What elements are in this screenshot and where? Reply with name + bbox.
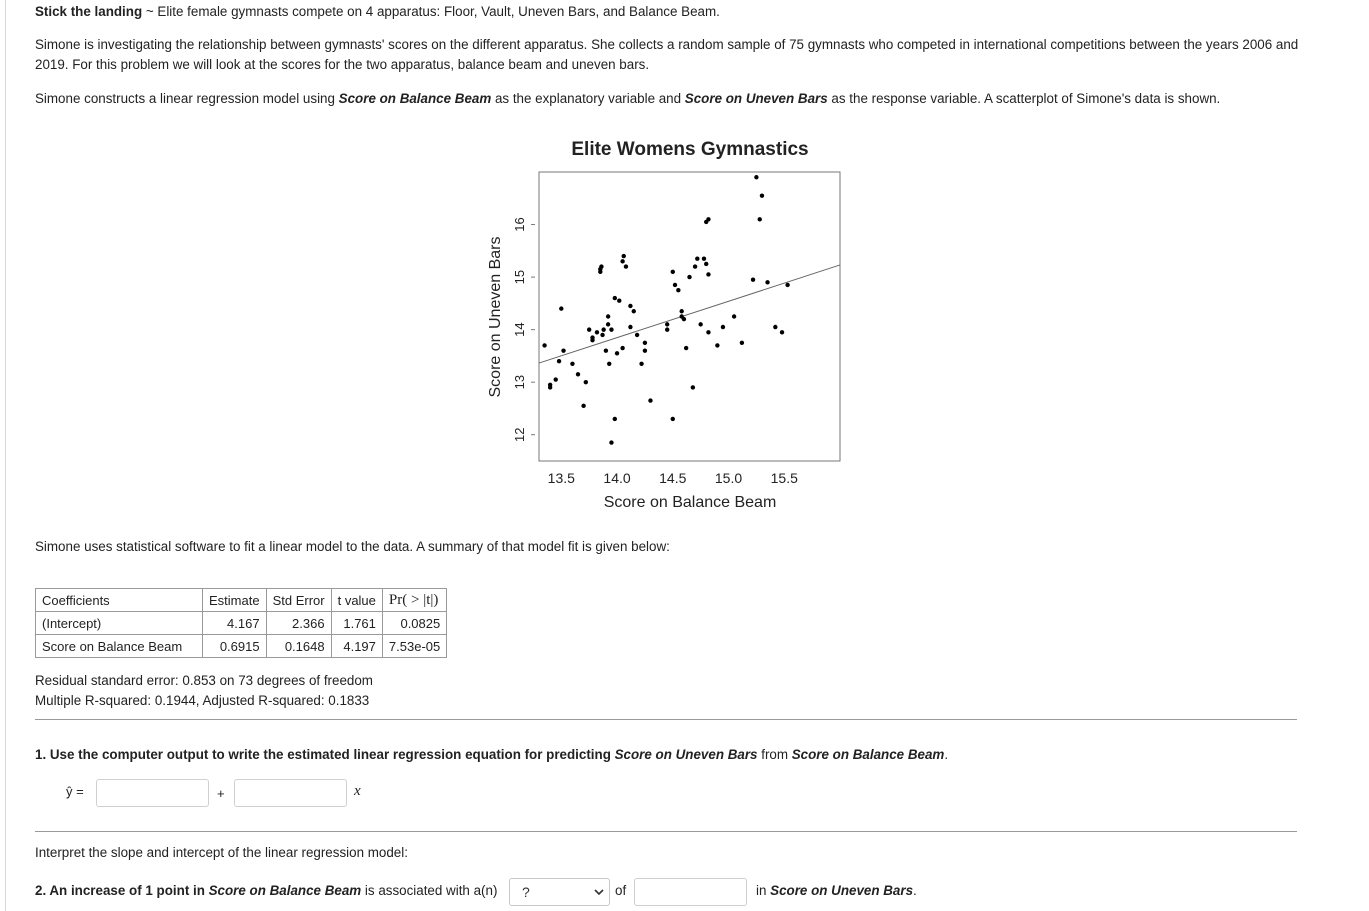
x-tick-label: 15.5	[770, 470, 798, 486]
data-point	[620, 346, 624, 350]
q2-explanatory: Score on Balance Beam	[208, 883, 362, 898]
data-point	[665, 327, 669, 331]
data-point	[590, 338, 594, 342]
data-point	[632, 309, 636, 313]
data-point	[706, 217, 710, 221]
y-tick-label: 12	[512, 427, 527, 442]
cell-estimate: 0.6915	[203, 635, 267, 658]
direction-select[interactable]	[509, 878, 610, 906]
x-axis-label: Score on Balance Beam	[603, 494, 777, 511]
coefficients-table	[35, 588, 447, 658]
data-point	[595, 330, 599, 334]
data-point	[628, 325, 632, 329]
q1-mid: from	[757, 747, 792, 762]
heading-text: ~ Elite female gymnasts compete on 4 apparatus: Floor, Vault, Uneven Bars, and Balance Beam.	[142, 4, 720, 19]
data-point	[785, 283, 789, 287]
y-tick-label: 15	[512, 269, 527, 285]
data-point	[624, 264, 628, 268]
q1-response: Score on Uneven Bars	[614, 747, 758, 762]
data-point	[542, 343, 546, 347]
data-point	[598, 270, 602, 274]
data-point	[643, 348, 647, 352]
data-point	[617, 299, 621, 303]
yhat-label: ŷ =	[66, 784, 84, 799]
q1-explanatory: Score on Balance Beam	[791, 747, 945, 762]
q2-prefix: 2. An increase of 1 point in	[35, 883, 209, 898]
data-point	[702, 257, 706, 261]
data-point	[548, 385, 552, 389]
fit-intro: Simone uses statistical software to fit a linear model to the data. A summary of that model fit is given below:	[35, 539, 670, 554]
data-point	[665, 322, 669, 326]
data-point	[609, 327, 613, 331]
intro-paragraph: Simone is investigating the relationship between gymnasts' scores on the different apparatus. She collects a random sample of 75 gymnasts who competed in international competitions between the years 2006 and 2019. For this problem we will look at the scores for the two apparatus, balance beam and uneven bars.	[35, 37, 1299, 72]
x-tick-label: 15.0	[714, 470, 743, 486]
left-border	[5, 0, 6, 911]
data-point	[676, 288, 680, 292]
chart-title: Elite Womens Gymnastics	[571, 139, 809, 160]
data-point	[758, 217, 762, 221]
header-estimate: Estimate	[203, 589, 267, 612]
data-point	[601, 327, 605, 331]
cell-estimate: 4.167	[203, 612, 267, 635]
data-point	[606, 322, 610, 326]
data-point	[715, 343, 719, 347]
response-var: Score on Uneven Bars	[684, 91, 828, 106]
data-point	[773, 325, 777, 329]
data-point	[639, 362, 643, 366]
y-tick-label: 16	[512, 217, 527, 232]
data-point	[604, 348, 608, 352]
data-point	[600, 333, 604, 337]
data-point	[679, 309, 683, 313]
model-description	[35, 89, 1220, 109]
data-point	[765, 280, 769, 284]
data-point	[721, 325, 725, 329]
heading-bold: Stick the landing	[35, 4, 143, 19]
y-tick-label: 14	[512, 322, 527, 337]
x-tick-label: 13.5	[547, 470, 575, 486]
header-std-error: Std Error	[266, 589, 331, 612]
data-point	[607, 362, 611, 366]
desc-a: Simone constructs a linear regression model using	[35, 91, 339, 106]
select-value: ?	[522, 884, 530, 900]
y-tick-label: 13	[512, 374, 527, 390]
desc-b: as the explanatory variable and	[491, 91, 685, 106]
divider	[35, 719, 1297, 720]
data-point	[693, 264, 697, 268]
data-point	[587, 327, 591, 331]
data-points	[542, 175, 789, 445]
data-point	[760, 193, 764, 197]
cell-p-value: 0.0825	[382, 612, 446, 635]
x-tick-label: 14.0	[603, 470, 631, 486]
table-header-row	[36, 589, 447, 612]
table-row	[36, 635, 447, 658]
plus-sign: +	[217, 786, 225, 801]
data-point	[628, 304, 632, 308]
data-point	[584, 380, 588, 384]
y-axis-label: Score on Uneven Bars	[487, 236, 504, 398]
data-point	[706, 330, 710, 334]
q2-response: Score on Uneven Bars	[770, 883, 914, 898]
question-1	[35, 745, 948, 765]
data-point	[613, 417, 617, 421]
of-text: of	[615, 883, 627, 898]
data-point	[684, 346, 688, 350]
data-point	[576, 372, 580, 376]
data-point	[754, 175, 758, 179]
data-point	[561, 348, 565, 352]
data-point	[599, 264, 603, 268]
interpret-prompt: Interpret the slope and intercept of the linear regression model:	[35, 845, 408, 860]
x-tick-label: 14.5	[659, 470, 687, 486]
data-point	[609, 440, 613, 444]
cell-t-value: 1.761	[331, 612, 382, 635]
cell-term: Score on Balance Beam	[36, 635, 203, 658]
intercept-input[interactable]	[96, 779, 209, 807]
desc-c: as the response variable. A scatterplot of Simone's data is shown.	[827, 91, 1221, 106]
data-point	[691, 385, 695, 389]
data-point	[613, 296, 617, 300]
plot-frame	[539, 172, 840, 461]
header-t-value: t value	[331, 589, 382, 612]
regression-line	[539, 265, 840, 363]
data-point	[606, 314, 610, 318]
question-2-start	[35, 881, 497, 901]
header-coefficients: Coefficients	[36, 589, 203, 612]
amount-input[interactable]	[634, 878, 747, 906]
data-point	[620, 259, 624, 263]
x-axis-ticks	[548, 470, 798, 486]
cell-std-error: 2.366	[266, 612, 331, 635]
data-point	[559, 306, 563, 310]
data-point	[732, 314, 736, 318]
data-point	[698, 322, 702, 326]
data-point	[704, 262, 708, 266]
data-point	[695, 257, 699, 261]
data-point	[643, 341, 647, 345]
cell-p-value: 7.53e-05	[382, 635, 446, 658]
data-point	[751, 278, 755, 282]
data-point	[740, 341, 744, 345]
slope-input[interactable]	[234, 779, 347, 807]
scatterplot	[480, 132, 860, 517]
explanatory-var: Score on Balance Beam	[338, 91, 492, 106]
q2-in: in	[756, 883, 771, 898]
y-axis-ticks	[512, 217, 535, 442]
r-squared: Multiple R-squared: 0.1944, Adjusted R-squared: 0.1833	[35, 693, 370, 708]
q2-mid: is associated with a(n)	[361, 883, 498, 898]
data-point	[581, 404, 585, 408]
data-point	[671, 417, 675, 421]
cell-term: (Intercept)	[36, 612, 203, 635]
cell-std-error: 0.1648	[266, 635, 331, 658]
data-point	[780, 330, 784, 334]
divider	[35, 831, 1297, 832]
q1-suffix: .	[944, 747, 949, 762]
data-point	[671, 270, 675, 274]
data-point	[622, 254, 626, 258]
x-variable: x	[354, 783, 361, 799]
data-point	[706, 272, 710, 276]
data-point	[557, 359, 561, 363]
data-point	[635, 333, 639, 337]
table-row	[36, 612, 447, 635]
data-point	[615, 351, 619, 355]
intro-heading	[35, 2, 720, 22]
q2-period: .	[913, 883, 917, 898]
data-point	[682, 317, 686, 321]
cell-t-value: 4.197	[331, 635, 382, 658]
data-point	[554, 377, 558, 381]
data-point	[648, 398, 652, 402]
residual-se: Residual standard error: 0.853 on 73 degrees of freedom	[35, 673, 373, 688]
data-point	[570, 362, 574, 366]
data-point	[687, 275, 691, 279]
q1-prefix: 1. Use the computer output to write the estimated linear regression equation for predicting	[35, 747, 615, 762]
header-p-value: Pr( > |t|)	[382, 589, 446, 612]
chevron-down-icon	[594, 889, 604, 896]
data-point	[673, 283, 677, 287]
q2-end	[756, 881, 917, 901]
